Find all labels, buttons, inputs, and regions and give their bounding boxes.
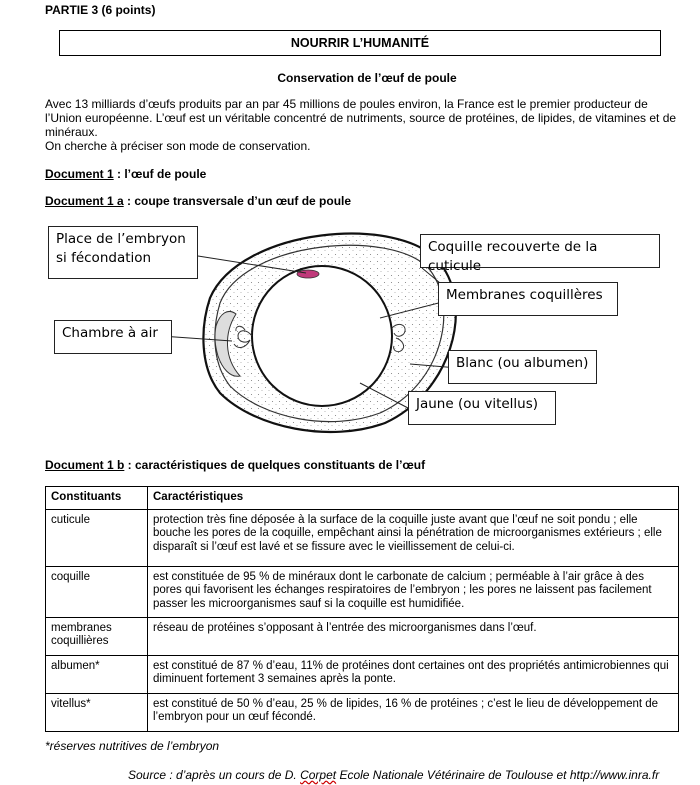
document-1a-heading	[45, 194, 351, 208]
row-name: cuticule	[46, 509, 148, 566]
source-author: Corpet	[300, 768, 337, 782]
row-name: vitellus*	[46, 693, 148, 731]
source-prefix: Source : d’après un cours de D.	[128, 768, 301, 782]
part-heading: PARTIE 3 (6 points)	[45, 3, 156, 17]
document-1a-title: : coupe transversale d’un œuf de poule	[123, 194, 352, 208]
row-name: membranes coquillières	[46, 617, 148, 655]
page-title	[59, 30, 661, 56]
document-1b-heading	[45, 458, 425, 472]
row-name: albumen*	[46, 655, 148, 693]
table-row	[46, 693, 679, 731]
yolk	[252, 266, 392, 406]
table-row	[46, 566, 679, 617]
label-embryo-place	[48, 226, 198, 279]
source-suffix: Ecole Nationale Vétérinaire de Toulouse et http://www.inra.fr	[336, 768, 660, 782]
row-description: protection très fine déposée à la surface de la coquille juste avant que l’œuf ne soit pondu ; elle bouche les pores de la coquille, empêchant ainsi la pénétration de microorganismes extérieurs ; elle disparaît si l’œuf est lavé et se fissure avec le vieillissement de celui-ci.	[148, 509, 679, 566]
intro-question: On cherche à préciser son mode de conservation.	[45, 139, 311, 153]
intro-paragraph	[45, 97, 677, 153]
embryo-spot	[297, 270, 319, 278]
document-1b-label: Document 1 b	[45, 458, 125, 472]
row-name: coquille	[46, 566, 148, 617]
label-albumen: Blanc (ou albumen)	[448, 350, 597, 384]
row-description: est constitué de 87 % d’eau, 11% de protéines dont certaines ont des propriétés antimicrobiennes qui diminuent fortement 3 semaines après la ponte.	[148, 655, 679, 693]
section-subtitle: Conservation de l’œuf de poule	[277, 71, 457, 85]
egg-diagram	[40, 218, 670, 448]
label-embryo-line1: Place de l’embryon	[56, 231, 186, 247]
label-shell-cuticle: Coquille recouverte de la cuticule	[420, 234, 660, 268]
document-1-title: : l’œuf de poule	[113, 167, 207, 181]
header-characteristics: Caractéristiques	[148, 487, 679, 510]
document-1-label: Document 1	[45, 167, 114, 181]
page-title-text: NOURRIR L’HUMANITÉ	[290, 36, 430, 50]
source-line	[128, 768, 659, 782]
document-1-heading	[45, 167, 206, 181]
characteristics-table	[45, 486, 679, 732]
label-embryo-line2: si fécondation	[56, 250, 152, 266]
table-row	[46, 655, 679, 693]
document-1a-label: Document 1 a	[45, 194, 124, 208]
row-description: réseau de protéines s’opposant à l’entrée des microorganismes dans l’œuf.	[148, 617, 679, 655]
table-header-row	[46, 487, 679, 510]
footnote: *réserves nutritives de l’embryon	[45, 739, 220, 753]
label-yolk: Jaune (ou vitellus)	[408, 391, 556, 425]
table-row	[46, 509, 679, 566]
document-1b-title: : caractéristiques de quelques constituants de l’œuf	[124, 458, 426, 472]
intro-text: Avec 13 milliards d’œufs produits par an par 45 millions de poules environ, la France est le premier producteur de l’Union européenne. L’œuf est un véritable concentré de nutriments, source de protéines, de lipides, de vitamines et de minéraux.	[45, 97, 677, 139]
header-constituents: Constituants	[46, 487, 148, 510]
row-description: est constitué de 50 % d’eau, 25 % de lipides, 16 % de protéines ; c’est le lieu de développement de l’embryon pour un œuf fécondé.	[148, 693, 679, 731]
row-description: est constituée de 95 % de minéraux dont le carbonate de calcium ; perméable à l’air grâce à des pores qui favorisent les échanges respiratoires de l’embryon ; les pores ne laissent pas facilement passer les microorganismes sauf si la coquille est humidifiée.	[148, 566, 679, 617]
label-air-chamber: Chambre à air	[54, 320, 172, 354]
table-row	[46, 617, 679, 655]
label-shell-membranes: Membranes coquillères	[438, 282, 618, 316]
